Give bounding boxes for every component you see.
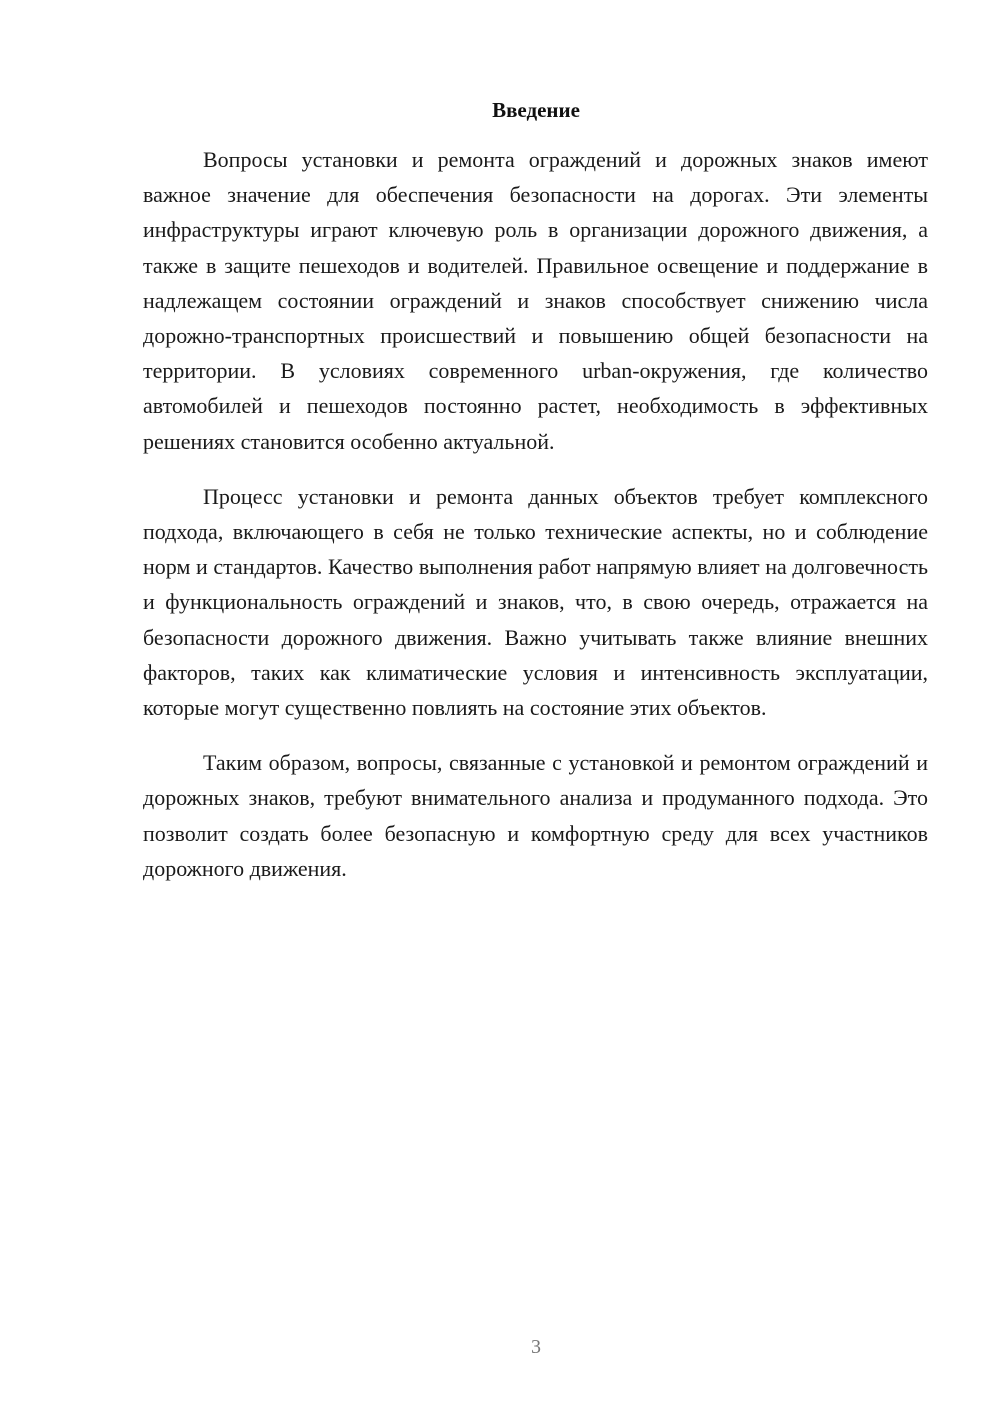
paragraph-1: Вопросы установки и ремонта ограждений и дорожных знаков имеют важное значение для обеспечения безопасности на дорогах. Эти элементы инфраструктуры играют ключевую роль в организации дорожного движения, а также в защите пешеходов и водителей. Правильное освещение и поддержание в надлежащем состоянии ограждений и знаков способствует снижению числа дорожно-транспортных происшествий и повышению общей безопасности на территории. В условиях современного urban-окружения, где количество автомобилей и пешеходов постоянно растет, необходимость в эффективных решениях становится особенно актуальной. — [143, 147, 928, 454]
page-title: Введение — [492, 98, 580, 122]
paragraph-2: Процесс установки и ремонта данных объектов требует комплексного подхода, включающего в себя не только технические аспекты, но и соблюдение норм и стандартов. Качество выполнения работ напрямую влияет на долговечность и функциональность ограждений и знаков, что, в свою очередь, отражается на безопасности дорожного движения. Важно учитывать также влияние внешних факторов, таких как климатические условия и интенсивность эксплуатации, которые могут существенно повлиять на состояние этих объектов. — [143, 483, 928, 721]
document-body — [143, 142, 928, 886]
page-number: 3 — [531, 1336, 541, 1358]
paragraph-3: Таким образом, вопросы, связанные с установкой и ремонтом ограждений и дорожных знаков, требуют внимательного анализа и продуманного подхода. Это позволит создать более безопасную и комфортную среду для всех участников дорожного движения. — [143, 750, 928, 881]
